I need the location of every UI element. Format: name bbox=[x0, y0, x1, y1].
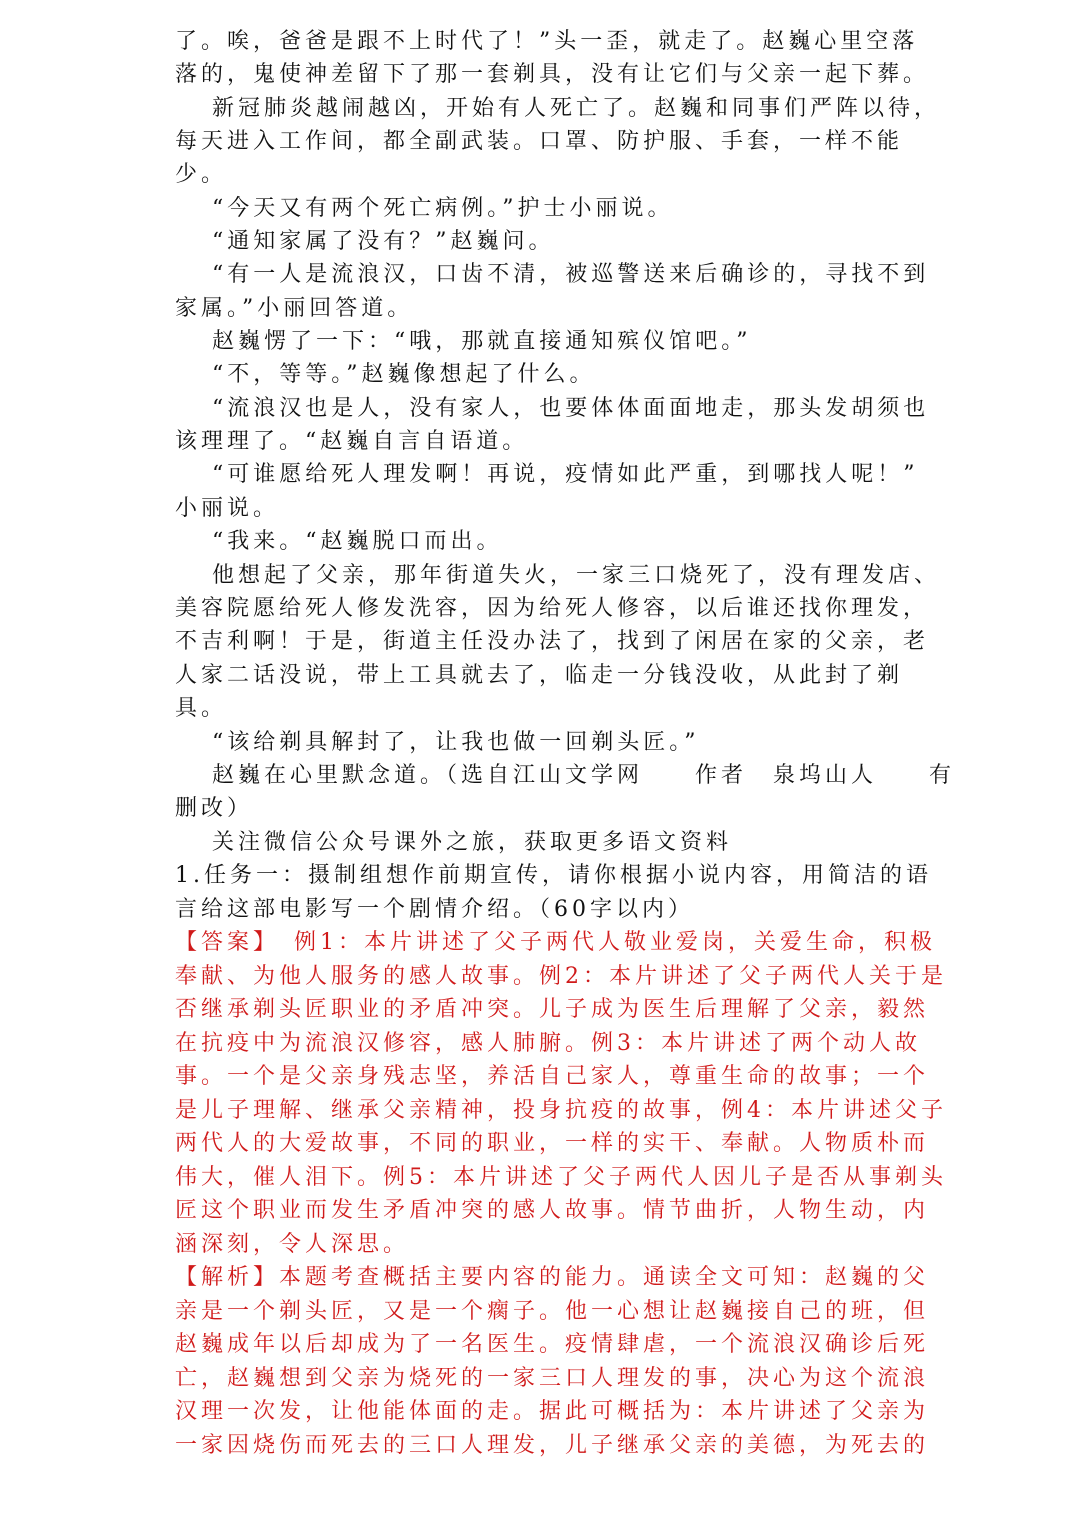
answer-line: 是儿子理解、继承父亲精神，投身抗疫的故事，例4：本片讲述父子 bbox=[175, 1098, 947, 1123]
story-line: “有一人是流浪汉，口齿不清，被巡警送来后确诊的，寻找不到 bbox=[212, 262, 930, 287]
question-line: 言给这部电影写一个剧情介绍。（60字以内） bbox=[175, 897, 694, 922]
story-line: 少。 bbox=[175, 162, 228, 187]
story-line: “不，等等。”赵巍像想起了什么。 bbox=[212, 362, 596, 387]
answer-line: 两代人的大爱故事，不同的职业，一样的实干、奉献。人物质朴而 bbox=[175, 1131, 930, 1156]
answer-line: 在抗疫中为流浪汉修容，感人肺腑。例3：本片讲述了两个动人故 bbox=[175, 1031, 921, 1056]
analysis-line: 亲是一个剃头匠，又是一个瘸子。他一心想让赵巍接自己的班，但 bbox=[175, 1299, 930, 1324]
story-line: “我来。“赵巍脱口而出。 bbox=[212, 529, 503, 554]
story-line: 落的，鬼使神差留下了那一套剃具，没有让它们与父亲一起下葬。 bbox=[175, 62, 930, 87]
story-line: “可谁愿给死人理发啊！再说，疫情如此严重，到哪找人呢！” bbox=[212, 462, 919, 487]
analysis-line: 亡，赵巍想到父亲为烧死的一家三口人理发的事，决心为这个流浪 bbox=[175, 1366, 930, 1391]
answer-line: 否继承剃头匠职业的矛盾冲突。儿子成为医生后理解了父亲，毅然 bbox=[175, 997, 930, 1022]
story-line: 赵巍愣了一下：“哦，那就直接通知殡仪馆吧。” bbox=[212, 329, 752, 354]
analysis-line: 一家因烧伤而死去的三口人理发，儿子继承父亲的美德，为死去的 bbox=[175, 1433, 930, 1458]
story-line: 人家二话没说，带上工具就去了，临走一分钱没收，从此封了剃 bbox=[175, 663, 904, 688]
answer-line: 匠这个职业而发生矛盾冲突的感人故事。情节曲折，人物生动，内 bbox=[175, 1198, 930, 1223]
story-line: “今天又有两个死亡病例。”护士小丽说。 bbox=[212, 196, 674, 221]
story-line: 家属。”小丽回答道。 bbox=[175, 296, 414, 321]
answer-line: 伟大，催人泪下。例5：本片讲述了父子两代人因儿子是否从事剃头 bbox=[175, 1165, 947, 1190]
story-line: 每天进入工作间，都全副武装。口罩、防护服、手套，一样不能 bbox=[175, 129, 904, 154]
answer-line: 奉献、为他人服务的感人故事。例2：本片讲述了父子两代人关于是 bbox=[175, 964, 947, 989]
story-line: 美容院愿给死人修发洗容，因为给死人修容，以后谁还找你理发， bbox=[175, 596, 930, 621]
story-line: 他想起了父亲，那年街道失火，一家三口烧死了，没有理发店、 bbox=[212, 563, 941, 588]
story-line: 具。 bbox=[175, 696, 228, 721]
answer-line: 涵深刻，令人深思。 bbox=[175, 1232, 410, 1257]
story-line: “通知家属了没有？”赵巍问。 bbox=[212, 229, 555, 254]
story-line: 新冠肺炎越闹越凶，开始有人死亡了。赵巍和同事们严阵以待， bbox=[212, 96, 941, 121]
analysis-line: 赵巍成年以后却成为了一名医生。疫情肆虐，一个流浪汉确诊后死 bbox=[175, 1332, 930, 1357]
question-line: 1.任务一：摄制组想作前期宣传，请你根据小说内容，用简洁的语 bbox=[175, 863, 932, 888]
story-line: 赵巍在心里默念道。（选自江山文学网 作者 泉坞山人 有 bbox=[212, 763, 956, 788]
analysis-line: 【解析】本题考查概括主要内容的能力。通读全文可知：赵巍的父 bbox=[175, 1265, 930, 1290]
answer-line: 【答案】 例1：本片讲述了父子两代人敬业爱岗，关爱生命，积极 bbox=[175, 930, 936, 955]
story-line: “该给剃具解封了，让我也做一回剃头匠。” bbox=[212, 730, 700, 755]
story-line: 小丽说。 bbox=[175, 496, 280, 521]
story-line: “流浪汉也是人，没有家人，也要体体面面地走，那头发胡须也 bbox=[212, 396, 930, 421]
analysis-line: 汉理一次发，让他能体面的走。据此可概括为：本片讲述了父亲为 bbox=[175, 1399, 930, 1424]
answer-line: 事。一个是父亲身残志坚，养活自己家人，尊重生命的故事；一个 bbox=[175, 1064, 930, 1089]
story-line: 不吉利啊！于是，街道主任没办法了，找到了闲居在家的父亲，老 bbox=[175, 629, 930, 654]
story-line: 删改） bbox=[175, 796, 254, 821]
promo-line: 关注微信公众号课外之旅，获取更多语文资料 bbox=[212, 830, 733, 855]
story-line: 该理理了。“赵巍自言自语道。 bbox=[175, 429, 529, 454]
story-line: 了。唉，爸爸是跟不上时代了！”头一歪，就走了。赵巍心里空落 bbox=[175, 29, 919, 54]
